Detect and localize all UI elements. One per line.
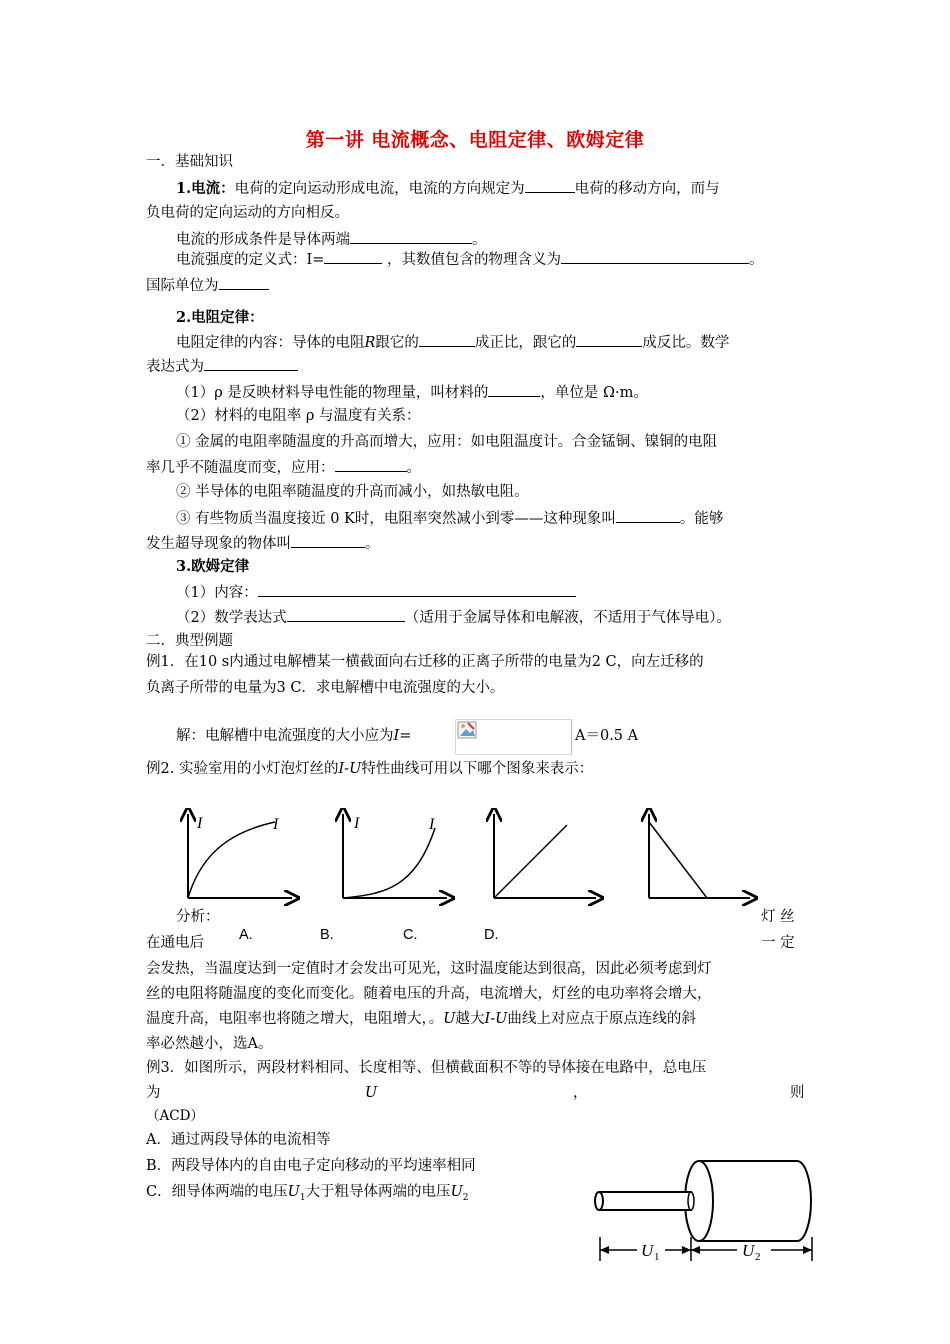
example3-u: U [365,1085,378,1101]
unit-text: 国际单位为 [146,278,219,294]
blank[interactable] [350,229,472,244]
sol-eq: = [399,728,412,744]
blank[interactable] [291,533,365,548]
blank[interactable] [561,249,749,264]
l5-u: U [443,1011,456,1027]
res-expr: 表达式为 [146,359,204,375]
example1-result: A＝0.5 A [575,728,639,744]
resistance-label: 2.电阻定律： [176,309,264,326]
l5-text-c: 曲线上对应点于原点连线的斜 [507,1011,696,1027]
resistance-line1 [176,332,729,353]
example3-comma: ， [573,1085,588,1101]
l5-iu: I-U [484,1011,508,1027]
fig-u1: U [641,1241,654,1260]
l5-text: 温度升高，电阻率也将随之增大，电阻增大，。 [146,1011,444,1027]
broken-image-icon [457,721,479,741]
res-text: 电阻定律的内容：导体的电阻 [176,335,365,351]
analysis-left2: 在通电后 [146,935,204,951]
optc-u2: U [450,1184,463,1200]
example3-option-b: B．两段导体内的自由电子定向移动的平均速率相同 [146,1158,476,1174]
sol-text: 解：电解槽中电流强度的大小应为 [176,728,394,744]
thin-cylinder-join [688,1192,694,1210]
example1-line2: 负离子所带的电量为3 C．求电解槽中电流强度的大小。 [146,680,505,696]
graph-c-line [494,825,567,898]
blank[interactable] [488,382,540,397]
optc-u1: U [287,1184,300,1200]
formula-image-placeholder [455,719,572,755]
graph-a-curve-label: I [273,816,279,833]
current-line2: 负电荷的定向运动的方向相反。 [146,205,349,221]
blank[interactable] [287,607,405,622]
q-iu: I-U [338,761,362,777]
blank[interactable] [219,275,269,290]
analysis-line5 [146,1009,696,1029]
example3-option-c [146,1182,469,1208]
current-text-b: 电荷的移动方向，而与 [574,181,720,197]
res-text-c: 成正比，跟它的 [474,335,577,351]
analysis-line3: 会发热，当温度达到一定值时才会发出可见光，这时温度能达到很高，因此必须考虑到灯 [146,961,712,977]
analysis-line6: 率必然越小，选A。 [146,1036,273,1052]
graph-b [343,814,447,898]
thick-cylinder-body [699,1161,811,1241]
ohm-content [176,582,576,603]
current-definition [176,249,764,270]
resistivity-case1-line2 [146,457,421,478]
blank[interactable] [616,508,680,523]
analysis-label: 分析： [176,909,220,925]
fig-s1: 1 [654,1251,660,1263]
iu-graphs [170,808,810,913]
p1-text: （1）ρ 是反映材料导电性能的物理量，叫材料的 [176,385,489,401]
sol-i: I [393,728,400,744]
res-text-b: 跟它的 [375,335,419,351]
blank[interactable] [335,457,407,472]
blank[interactable] [576,332,642,347]
ohm-expr-text: （2）数学表达式 [176,610,287,626]
graph-c [494,814,596,898]
c3-text: ③ 有些物质当温度接近 0 K时，电阻率突然减小到零——这种现象叫 [176,511,616,527]
l5-text-b: 越大 [455,1011,485,1027]
c1-end: 。 [406,460,421,476]
c3-text-b: 。能够 [679,511,724,527]
option-b: B. [320,927,334,943]
ohm-content-text: （1）内容： [176,585,258,601]
c3-end: 。 [365,536,380,552]
resistance-line2 [146,356,298,377]
blank[interactable] [525,178,575,193]
graph-b-curve-label: I [429,816,435,833]
graph-b-label: I [354,815,360,832]
blank[interactable] [204,356,298,371]
thin-cylinder-body [599,1192,691,1210]
q-text: 例2. 实验室用的小灯泡灯丝的 [146,761,339,777]
q-text-b: 特性曲线可用以下哪个图象来表示： [361,761,594,777]
graph-a-curve [188,822,275,898]
c1-text: 率几乎不随温度而变，应用： [146,460,335,476]
section-heading-examples: 二．典型例题 [146,633,233,649]
ohm-label: 3.欧姆定律 [176,558,250,575]
optc-s2: 2 [462,1192,469,1203]
example1-line1: 例1．在10 s内通过电解槽某一横截面向右迁移的正离子所带的电量为2 C，向左迁移的 [146,654,704,670]
res-r: R [364,335,376,351]
analysis-right2: 一 定 [761,935,795,951]
current-line1 [176,178,720,199]
resistivity-case3-line2 [146,533,380,554]
resistivity-case2: ② 半导体的电阻率随温度的升高而减小，如热敏电阻。 [176,484,529,500]
ohm-expression [176,607,731,628]
cond-end: 。 [472,232,487,248]
page-title: 第一讲 电流概念、电阻定律、欧姆定律 [305,129,645,151]
example1-solution [176,726,411,746]
current-text: 电荷的定向运动形成电流，电流的方向规定为 [234,181,525,197]
resistivity-case3-line1 [176,508,723,529]
current-condition [176,229,487,250]
option-d: D. [484,927,499,943]
resistivity-point2: （2）材料的电阻率 ρ 与温度有关系： [176,408,421,424]
thin-cylinder-end [595,1192,603,1210]
graph-b-curve [343,828,435,898]
graph-d-line [649,822,707,898]
example3-line1: 例3．如图所示，两段材料相同、长度相等、但横截面积不等的导体接在电路中，总电压 [146,1060,707,1076]
ohm-expr-note: （适用于金属导体和电解液，不适用于气体导电）。 [404,610,731,626]
resistivity-case1-line1: ① 金属的电阻率随温度的升高而增大，应用：如电阻温度计。合金锰铜、镍铜的电阻 [176,434,718,450]
example3-answer: （ACD） [146,1108,204,1124]
res-text-d: 成反比。数学 [642,335,730,351]
optc-s1: 1 [299,1192,306,1203]
analysis-line4: 丝的电阻将随温度的变化而变化。随着电压的升高，电流增大，灯丝的电功率将会增大， [146,986,712,1002]
example3-line2a: 为 [146,1085,161,1101]
def-text: 电流强度的定义式：I= [176,252,325,268]
cond-text: 电流的形成条件是导体两端 [176,232,350,248]
example2-question [146,759,593,779]
graph-a [188,814,292,898]
p1-text-b: ，单位是 Ω·m。 [540,385,648,401]
fig-u2: U [742,1241,755,1260]
example3-then: 则 [790,1085,805,1101]
graph-d [649,814,750,898]
optc-text: C．细导体两端的电压 [146,1184,288,1200]
blank[interactable] [324,249,382,264]
def-end: 。 [749,252,764,268]
blank[interactable] [258,582,576,597]
option-a: A. [239,927,253,943]
current-unit [146,275,269,296]
section-heading-basics: 一．基础知识 [146,154,233,170]
conductor-figure [585,1153,825,1273]
analysis-right1: 灯 丝 [761,909,795,925]
graph-a-label: I [197,815,203,832]
option-c: C. [403,927,418,943]
c3-text-c: 发生超导现象的物体叫 [146,536,291,552]
fig-s2: 2 [755,1251,761,1263]
blank[interactable] [419,332,475,347]
resistivity-point1 [176,382,648,403]
optc-text-b: 大于粗导体两端的电压 [305,1184,451,1200]
current-label: 1.电流： [176,180,235,197]
example3-option-a: A．通过两段导体的电流相等 [146,1132,331,1148]
def-text-b: ，其数值包含的物理含义为 [387,252,561,268]
